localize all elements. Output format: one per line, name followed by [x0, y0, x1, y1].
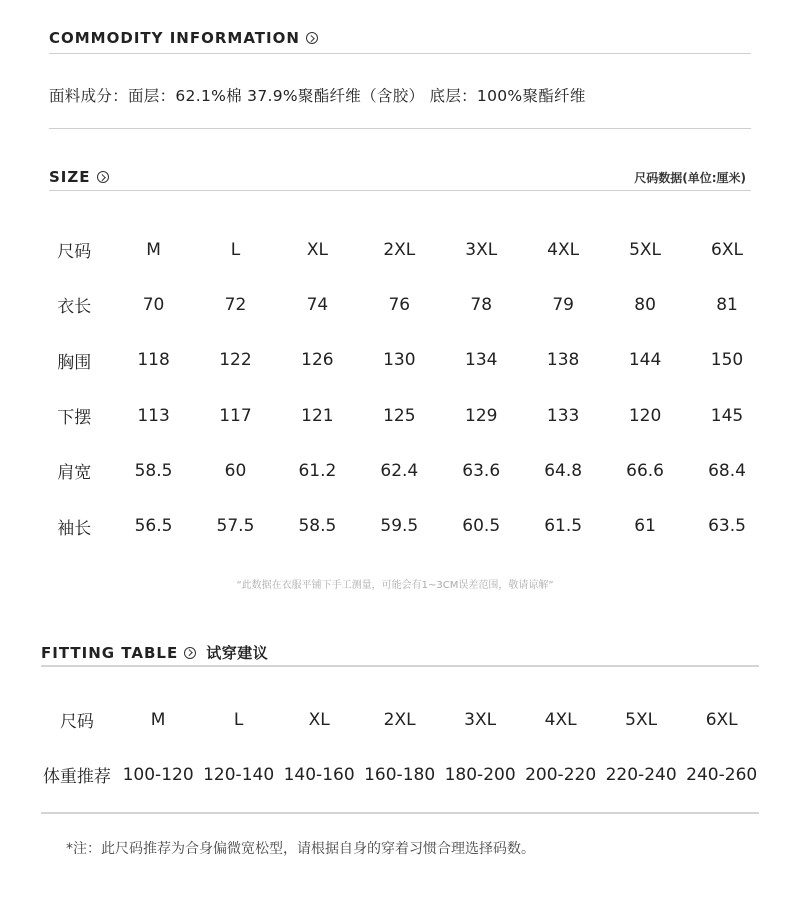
- table-cell: 72: [224, 294, 247, 315]
- table-header-cell: M: [150, 709, 166, 730]
- size-table: [36, 222, 768, 554]
- table-cell: 144: [628, 350, 662, 371]
- table-cell: 61.5: [544, 516, 583, 537]
- table-cell: 134: [465, 350, 498, 371]
- table-row: [36, 498, 768, 553]
- divider: [49, 128, 751, 129]
- table-cell: 60.5: [462, 516, 501, 537]
- table-header-cell: 6XL: [711, 239, 743, 260]
- table-cell: 117: [219, 405, 252, 426]
- table-cell: 140-160: [283, 764, 355, 785]
- table-cell: 138: [546, 350, 580, 371]
- table-header-cell: 尺码: [57, 242, 92, 263]
- table-header-cell: 4XL: [547, 239, 580, 260]
- table-header-cell: XL: [306, 239, 328, 260]
- table-cell: 118: [137, 350, 170, 371]
- table-cell: 胸围: [57, 352, 92, 373]
- divider: [49, 53, 751, 54]
- table-header-cell: L: [230, 239, 241, 260]
- table-cell: 160-180: [364, 764, 436, 785]
- table-cell: 180-200: [444, 764, 516, 785]
- fitting-title-text: FITTING TABLE: [41, 643, 179, 662]
- table-cell: 133: [546, 405, 580, 426]
- table-cell: 150: [710, 350, 744, 371]
- table-cell: 58.5: [298, 516, 337, 537]
- table-row: [36, 388, 768, 443]
- table-header-cell: M: [146, 239, 161, 260]
- table-cell: 62.4: [380, 460, 419, 481]
- table-cell: 60: [224, 460, 247, 481]
- table-header-cell: L: [233, 709, 244, 730]
- table-row: [36, 277, 768, 332]
- circle-chevron-right-icon: [97, 171, 109, 183]
- table-cell: 79: [552, 294, 574, 315]
- table-cell: 70: [142, 294, 165, 315]
- circle-chevron-right-icon: [306, 32, 318, 44]
- fitting-section-title: [41, 642, 268, 663]
- fitting-footnote: *注：此尺码推荐为合身偏微宽松型，请根据自身的穿着习惯合理选择码数。: [66, 841, 535, 857]
- table-cell: 61: [634, 516, 656, 537]
- table-cell: 68.4: [708, 460, 746, 481]
- commodity-section-title: [49, 29, 318, 47]
- table-row: [36, 747, 762, 802]
- table-cell: 59.5: [380, 516, 419, 537]
- table-cell: 63.6: [462, 460, 501, 481]
- table-row: [36, 692, 762, 747]
- table-cell: 80: [634, 294, 656, 315]
- table-header-cell: 5XL: [629, 239, 662, 260]
- table-header-cell: 6XL: [705, 709, 738, 730]
- table-cell: 66.6: [626, 460, 664, 481]
- table-cell: 145: [710, 405, 744, 426]
- circle-chevron-right-icon: [184, 647, 196, 659]
- table-header-cell: 3XL: [464, 709, 497, 730]
- table-cell: 76: [388, 294, 411, 315]
- table-cell: 56.5: [134, 516, 173, 537]
- fitting-subtitle: 试穿建议: [206, 644, 269, 662]
- table-cell: 113: [137, 405, 170, 426]
- table-cell: 200-220: [525, 764, 597, 785]
- table-cell: 体重推荐: [42, 767, 111, 787]
- table-cell: 121: [301, 405, 334, 426]
- fitting-table: [36, 692, 762, 802]
- table-cell: 下摆: [57, 408, 92, 429]
- table-cell: 57.5: [216, 516, 255, 537]
- table-cell: 肩宽: [57, 463, 92, 484]
- size-title-text: SIZE: [49, 168, 91, 186]
- table-header-cell: 3XL: [465, 239, 498, 260]
- table-cell: 袖长: [57, 518, 92, 539]
- table-cell: 220-240: [605, 764, 677, 785]
- table-cell: 61.2: [298, 460, 337, 481]
- size-unit-label: 尺码数据(单位:厘米): [634, 171, 746, 185]
- table-cell: 78: [470, 294, 493, 315]
- divider: [49, 190, 751, 191]
- table-cell: 74: [306, 294, 329, 315]
- table-cell: 122: [219, 350, 252, 371]
- table-header-cell: 2XL: [383, 239, 416, 260]
- table-cell: 126: [301, 350, 334, 371]
- table-row: [36, 222, 768, 277]
- table-cell: 81: [716, 294, 738, 315]
- table-header-cell: 5XL: [625, 709, 658, 730]
- table-cell: 120: [628, 405, 662, 426]
- divider: [41, 665, 759, 667]
- table-header-cell: 2XL: [383, 709, 416, 730]
- size-section-title: [49, 168, 109, 186]
- table-cell: 58.5: [134, 460, 173, 481]
- table-cell: 63.5: [708, 516, 746, 537]
- table-cell: 100-120: [122, 764, 194, 785]
- table-cell: 130: [383, 350, 416, 371]
- fabric-composition: 面料成分：面层：62.1%棉 37.9%聚酯纤维（含胶） 底层：100%聚酯纤维: [49, 87, 586, 105]
- measurement-note: “此数据在衣服平铺下手工测量，可能会有1~3CM误差范围，敬请谅解”: [236, 580, 554, 591]
- divider: [41, 812, 759, 814]
- table-cell: 120-140: [203, 764, 275, 785]
- table-header-cell: XL: [308, 709, 330, 730]
- table-row: [36, 333, 768, 388]
- table-cell: 64.8: [544, 460, 583, 481]
- table-cell: 240-260: [686, 764, 758, 785]
- table-cell: 129: [465, 405, 498, 426]
- table-header-cell: 4XL: [544, 709, 577, 730]
- table-cell: 125: [383, 405, 416, 426]
- table-header-cell: 尺码: [59, 712, 94, 732]
- table-row: [36, 443, 768, 498]
- table-cell: 衣长: [57, 297, 92, 318]
- commodity-title-text: COMMODITY INFORMATION: [49, 29, 300, 47]
